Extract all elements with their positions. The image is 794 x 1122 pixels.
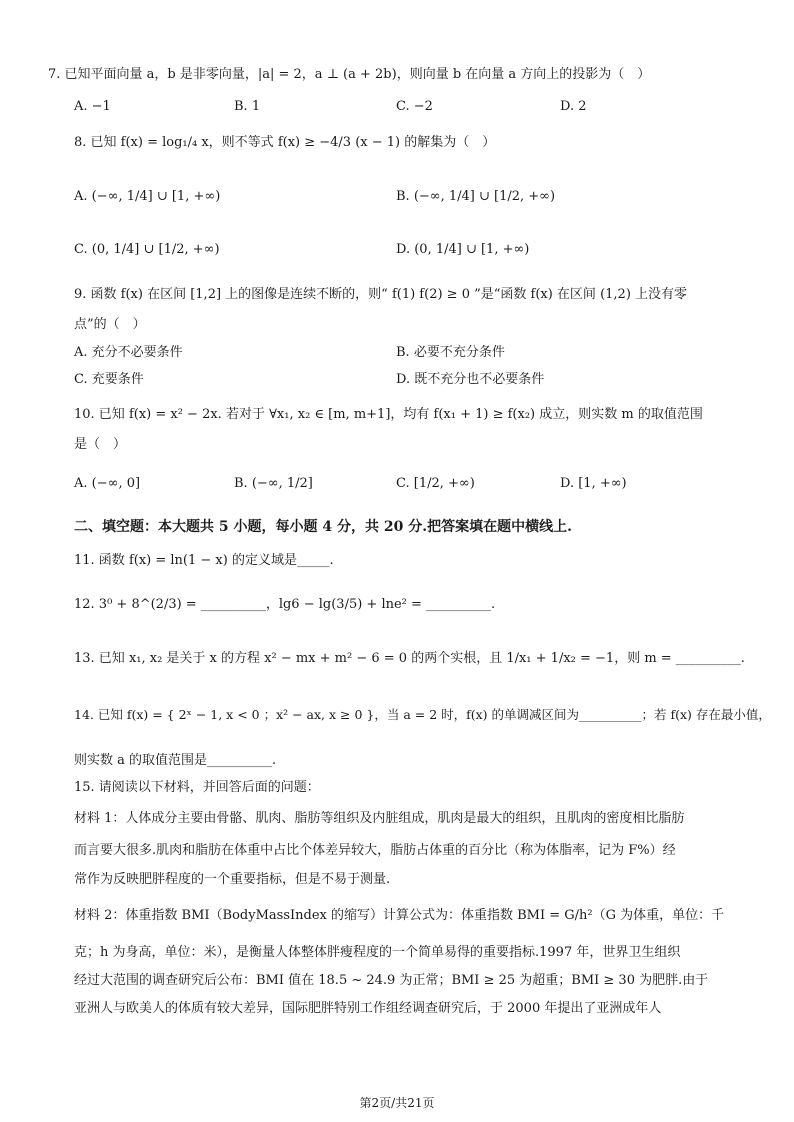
q14-line2: 则实数 a 的取值范围是__________. (74, 753, 277, 768)
page-footer: 第2页/共21页 (359, 1096, 435, 1110)
q7-stem: 7. 已知平面向量 a，b 是非零向量，|a| = 2，a ⊥ (a + 2b)，则向量 b 在向量 a 方向上的投影为（ ） (48, 67, 651, 82)
q8-option-a: A. (−∞, 1/4] ∪ [1, +∞) (74, 189, 221, 204)
q7-option-d: D. 2 (560, 99, 587, 114)
section-heading-fill-in: 二、填空题：本大题共 5 小题，每小题 4 分，共 20 分.把答案填在题中横线上. (74, 519, 572, 535)
q15-material2-line2: 克；h 为身高，单位：米），是衡量人体整体胖瘦程度的一个简单易得的重要指标.1997 年，世界卫生组织 (74, 945, 681, 960)
q11: 11. 函数 f(x) = ln(1 − x) 的定义域是_____. (74, 553, 334, 568)
q12: 12. 3⁰ + 8^(2/3) = __________，lg6 − lg(3/5) + lne² = __________. (74, 597, 496, 612)
q9-stem-line2: 点”的（ ） (74, 317, 146, 332)
q8-option-c: C. (0, 1/4] ∪ [1/2, +∞) (74, 242, 220, 257)
q7-option-c: C. −2 (396, 99, 433, 114)
q15-material1-line2: 而言要大很多.肌肉和脂肪在体重中占比个体差异较大，脂肪占体重的百分比（称为体脂率，记为 F%）经 (74, 843, 676, 858)
q15-material2-line4: 亚洲人与欧美人的体质有较大差异，国际肥胖特别工作组经调查研究后，于 2000 年提出了亚洲成年人 (74, 1001, 662, 1016)
q8-option-b: B. (−∞, 1/4] ∪ [1/2, +∞) (396, 189, 556, 204)
q10-option-b: B. (−∞, 1/2] (234, 476, 313, 491)
q14-line1: 14. 已知 f(x) = { 2ˣ − 1, x < 0 ；x² − ax, x ≥ 0 }，当 a = 2 时，f(x) 的单调减区间为__________；若 f(x) 存在最小值， (74, 707, 771, 722)
q10-stem-line1: 10. 已知 f(x) = x² − 2x. 若对于 ∀x₁, x₂ ∈ [m, m+1]，均有 f(x₁ + 1) ≥ f(x₂) 成立，则实数 m 的取值范围 (74, 407, 703, 422)
q9-option-c: C. 充要条件 (74, 372, 144, 387)
q15-material1-line1: 材料 1：人体成分主要由骨骼、肌肉、脂肪等组织及内脏组成，肌肉是最大的组织，且肌肉的密度相比脂肪 (74, 811, 685, 826)
q7-option-b: B. 1 (234, 99, 261, 114)
q9-option-d: D. 既不充分也不必要条件 (396, 372, 545, 387)
q15-material2-line1: 材料 2：体重指数 BMI（BodyMassIndex 的缩写）计算公式为：体重指数 BMI = G/h²（G 为体重，单位：千 (74, 908, 725, 923)
q15-intro: 15. 请阅读以下材料，并回答后面的问题： (74, 780, 320, 795)
q9-option-a: A. 充分不必要条件 (74, 345, 183, 360)
q7-option-a: A. −1 (74, 99, 111, 114)
q10-option-a: A. (−∞, 0] (74, 476, 141, 491)
q10-stem-line2: 是（ ） (74, 437, 127, 452)
q8-stem: 8. 已知 f(x) = log₁/₄ x，则不等式 f(x) ≥ −4/3 (x − 1) 的解集为（ ） (74, 135, 496, 150)
q10-option-c: C. [1/2, +∞) (396, 476, 475, 491)
q15-material1-line3: 常作为反映肥胖程度的一个重要指标，但是不易于测量. (74, 872, 391, 887)
q9-option-b: B. 必要不充分条件 (396, 345, 505, 360)
q15-material2-line3: 经过大范围的调查研究后公布：BMI 值在 18.5 ~ 24.9 为正常；BMI ≥ 25 为超重；BMI ≥ 30 为肥胖.由于 (74, 973, 709, 988)
q9-stem-line1: 9. 函数 f(x) 在区间 [1,2] 上的图像是连续不断的，则“ f(1) f(2) ≥ 0 ”是“函数 f(x) 在区间 (1,2) 上没有零 (74, 287, 688, 302)
q10-option-d: D. [1, +∞) (560, 476, 627, 491)
q8-option-d: D. (0, 1/4] ∪ [1, +∞) (396, 242, 530, 257)
q13: 13. 已知 x₁, x₂ 是关于 x 的方程 x² − mx + m² − 6 = 0 的两个实根，且 1/x₁ + 1/x₂ = −1，则 m = __________. (74, 651, 745, 666)
